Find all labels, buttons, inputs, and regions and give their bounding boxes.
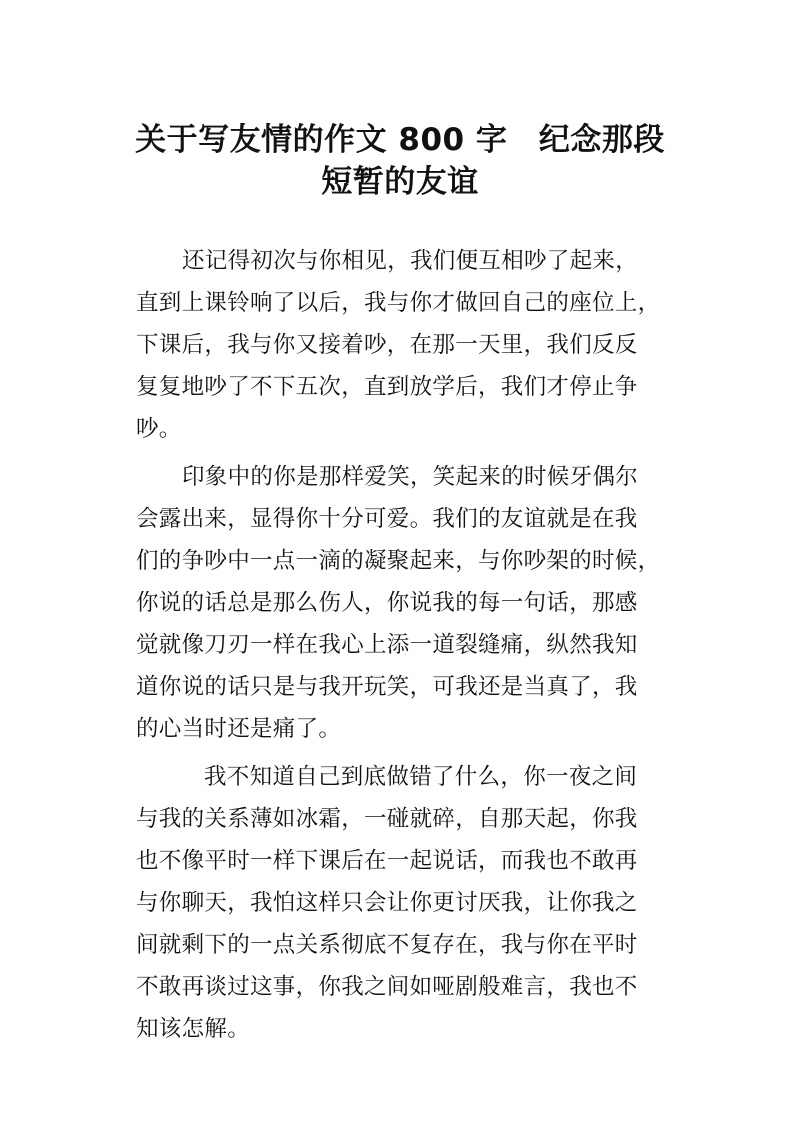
text-line: 复复地吵了不下五次，直到放学后，我们才停止争 [136,374,638,400]
text-line: 间就剩下的一点关系彻底不复存在，我与你在平时 [136,932,638,958]
paragraph-1 [136,240,666,450]
text-line: 与我的关系薄如冰霜，一碰就碎，自那天起，你我 [136,806,638,832]
document-body [136,240,666,1056]
text-line: 下课后，我与你又接着吵，在那一天里，我们反反 [136,332,638,358]
document-title [100,119,700,203]
text-line: 与你聊天，我怕这样只会让你更讨厌我，让你我之 [136,890,638,916]
text-line: 吵。 [136,416,182,442]
text-line: 们的争吵中一点一滴的凝聚起来，与你吵架的时候， [136,548,661,574]
paragraph-2 [136,456,666,750]
text-line: 直到上课铃响了以后，我与你才做回自己的座位上， [136,290,661,316]
text-line: 的心当时还是痛了。 [136,716,342,742]
text-line: 还记得初次与你相见，我们便互相吵了起来， [182,248,639,274]
text-line: 不敢再谈过这事，你我之间如哑剧般难言，我也不 [136,974,638,1000]
text-line: 我不知道自己到底做错了什么，你一夜之间 [204,764,638,790]
text-line: 知该怎解。 [136,1016,251,1042]
title-line: 短暂的友谊 [321,163,479,200]
text-line: 会露出来，显得你十分可爱。我们的友谊就是在我 [136,506,638,532]
text-line: 印象中的你是那样爱笑，笑起来的时候牙偶尔 [182,464,639,490]
title-line: 关于写友情的作文 800 字 纪念那段 [135,121,665,158]
paragraph-3 [136,756,666,1050]
text-line: 你说的话总是那么伤人，你说我的每一句话，那感 [136,590,638,616]
text-line: 也不像平时一样下课后在一起说话，而我也不敢再 [136,848,638,874]
text-line: 道你说的话只是与我开玩笑，可我还是当真了，我 [136,674,638,700]
text-line: 觉就像刀刃一样在我心上添一道裂缝痛，纵然我知 [136,632,638,658]
